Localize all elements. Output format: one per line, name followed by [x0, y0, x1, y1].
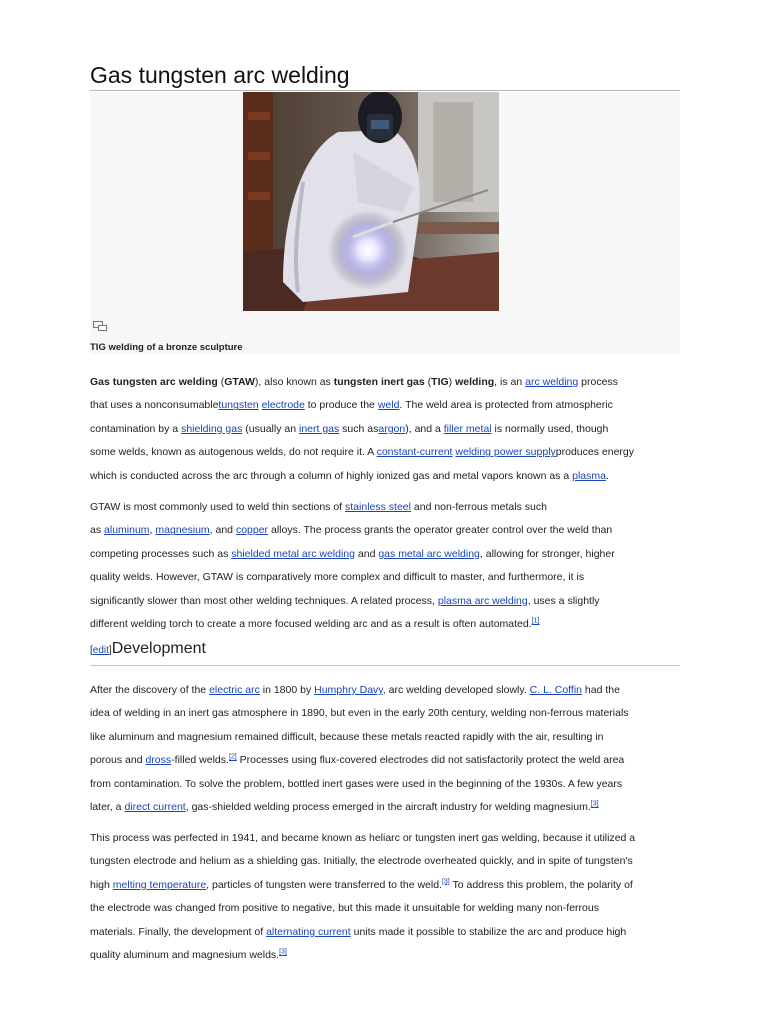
link-stainless-steel[interactable]: stainless steel — [345, 501, 411, 513]
link-tungsten[interactable]: tungsten — [218, 399, 259, 412]
citation-3c[interactable]: [3] — [279, 948, 287, 956]
welding-photo-illustration — [243, 92, 499, 311]
link-shielded-metal-arc-welding[interactable]: shielded metal arc welding — [231, 547, 355, 560]
link-electrode[interactable]: electrode — [261, 399, 305, 412]
edit-link[interactable]: edit — [92, 645, 109, 656]
link-shielding-gas[interactable]: shielding gas — [181, 422, 243, 435]
link-plasma[interactable]: plasma — [572, 469, 606, 482]
heading-divider — [90, 665, 680, 666]
figure-caption: TIG welding of a bronze sculpture — [90, 342, 243, 353]
citation-3a[interactable]: [3] — [590, 800, 599, 808]
history-paragraph-2: This process was perfected in 1941, and became known as heliarc or tungsten inert gas welding, because it utilized a tungsten electrode and helium as a shielding gas. Initially, the electrode overheated quickly, and in spite of tungsten's high melting temperature, particles of tungsten were transferred to the weld.[3] To address this problem, the polarity of the electrode was changed from positive to negative, but this made it unsuitable for welding many non-ferrous materials. Finally, the development of alternating current units made it possible to stabilize the arc and produce high quality aluminum and magnesium welds.[3] — [90, 832, 636, 962]
citation-3b[interactable]: [3] — [441, 878, 450, 886]
link-electric-arc[interactable]: electric arc — [209, 684, 260, 696]
enlarge-icon[interactable] — [93, 321, 107, 331]
link-alternating-current[interactable]: alternating current — [266, 925, 351, 938]
link-filler-metal[interactable]: filler metal — [443, 422, 492, 435]
link-copper[interactable]: copper — [235, 524, 269, 537]
welding-photo[interactable] — [243, 92, 499, 311]
link-melting-temperature[interactable]: melting temperature — [112, 878, 207, 891]
link-cl-coffin[interactable]: C. L. Coffin — [529, 684, 583, 696]
link-constant-current[interactable]: constant-current — [376, 446, 453, 459]
title-divider — [90, 90, 680, 91]
term-gtaw: GTAW — [224, 376, 255, 388]
link-welding-power-supply[interactable]: welding power supply — [455, 446, 556, 459]
section-heading-development — [90, 640, 680, 658]
term-tig: TIG — [431, 376, 449, 388]
term-tig-full: tungsten inert gas — [333, 376, 425, 388]
link-magnesium[interactable]: magnesium — [155, 524, 210, 537]
history-paragraph-1: After the discovery of the electric arc in 1800 by Humphry Davy, arc welding developed slowly. C. L. Coffin had the idea of welding in an inert gas atmosphere in 1890, but even in the early 20th century, welding non-ferrous materials like aluminum and magnesium remained difficult, because these metals reacted rapidly with the air, resulting in porous and dross-filled welds.[2] Processes using flux-covered electrodes did not satisfactorily protect the weld area from contamination. To solve the problem, bottled inert gases were used in the beginning of the 1930s. A few years later, a direct current, gas-shielded welding process emerged in the aircraft industry for welding magnesium.[3] — [90, 684, 629, 814]
usage-paragraph: GTAW is most commonly used to weld thin sections of stainless steel and non-ferrous metals such as aluminum, magnesium, and copper alloys. The process grants the operator greater control over the weld than competing processes such as shielded metal arc welding and gas metal arc welding, allowing for stronger, higher quality welds. However, GTAW is comparatively more complex and difficult to master, and furthermore, it is significantly slower than most other welding techniques. A related process, plasma arc welding, uses a slightly different welding torch to create a more focused welding arc and as a result is often automated.[1] — [90, 501, 615, 631]
citation-2[interactable]: [2] — [228, 753, 237, 761]
link-humphry-davy[interactable]: Humphry Davy — [314, 684, 383, 696]
section-heading: Development — [111, 640, 206, 657]
link-dross[interactable]: dross — [145, 754, 172, 767]
edit-section: [edit] — [90, 645, 112, 656]
link-argon[interactable]: argon — [378, 422, 406, 435]
citation-1[interactable]: [1] — [531, 617, 540, 625]
link-direct-current[interactable]: direct current — [124, 801, 186, 814]
link-weld[interactable]: weld — [377, 399, 400, 412]
page-title: Gas tungsten arc welding — [90, 62, 350, 88]
article-figure — [90, 92, 680, 354]
intro-paragraph: Gas tungsten arc welding (GTAW), also known as tungsten inert gas (TIG) welding, is an arc welding process that uses a nonconsumabletungsten electrode to produce the weld. The weld area is protected from atmospheric contamination by a shielding gas (usually an inert gas such asargon), and a filler metal is normally used, though some welds, known as autogenous welds, do not require it. A constant-current welding power supplyproduces energy which is conducted across the arc through a column of highly ionized gas and metal vapors known as a plasma. — [90, 376, 635, 482]
term-gtaw-full: Gas tungsten arc welding — [90, 376, 218, 388]
link-aluminum[interactable]: aluminum — [104, 524, 150, 537]
link-gas-metal-arc-welding[interactable]: gas metal arc welding — [378, 547, 480, 560]
link-plasma-arc-welding[interactable]: plasma arc welding — [437, 594, 528, 607]
link-arc-welding[interactable]: arc welding — [525, 376, 579, 388]
link-inert-gas[interactable]: inert gas — [298, 422, 340, 435]
